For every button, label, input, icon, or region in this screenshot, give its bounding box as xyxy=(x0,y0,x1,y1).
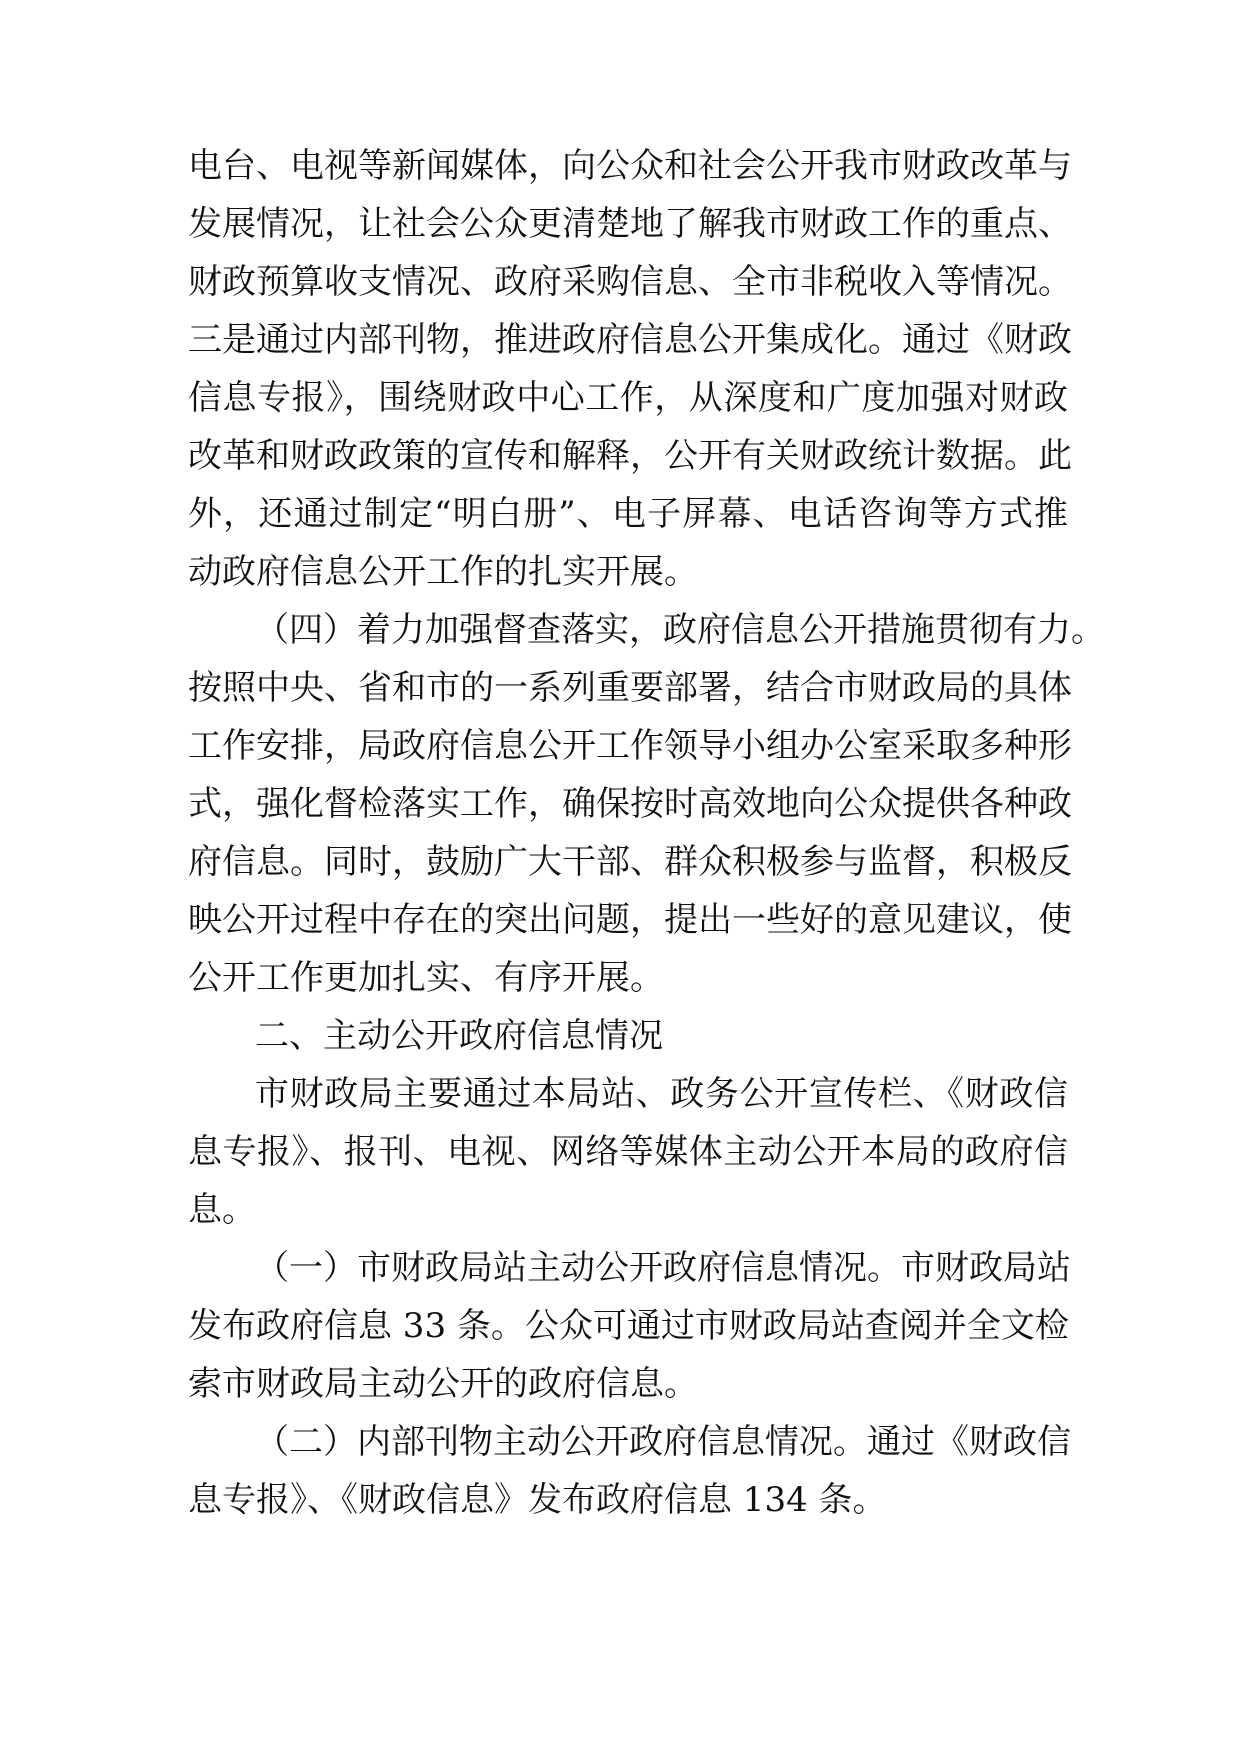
paragraph-line: 按照中央、省和市的一系列重要部署，结合市财政局的具体 xyxy=(188,668,1072,708)
paragraph-line: 三是通过内部刊物，推进政府信息公开集成化。通过《财政 xyxy=(188,320,1072,360)
paragraph-line: 市财政局主要通过本局站、政务公开宣传栏、《财政信 xyxy=(255,1074,1068,1114)
paragraph-line: 息。 xyxy=(188,1190,256,1230)
paragraph-line: 映公开过程中存在的突出问题，提出一些好的意见建议，使 xyxy=(188,900,1072,940)
paragraph-line: 工作安排，局政府信息公开工作领导小组办公室采取多种形 xyxy=(188,726,1072,766)
subsection-2: （二）内部刊物主动公开政府信息情况。通过《财政信 xyxy=(255,1422,1071,1462)
paragraph-line: 府信息。同时，鼓励广大干部、群众积极参与监督，积极反 xyxy=(188,842,1072,882)
paragraph-line: 信息专报》，围绕财政中心工作，从深度和广度加强对财政 xyxy=(188,378,1068,418)
paragraph-line: 索市财政局主动公开的政府信息。 xyxy=(188,1364,698,1404)
paragraph-line: 式，强化督检落实工作，确保按时高效地向公众提供各种政 xyxy=(188,784,1072,824)
paragraph-line: 财政预算收支情况、政府采购信息、全市非税收入等情况。 xyxy=(188,262,1072,302)
paragraph-line: 息专报》、报刊、电视、网络等媒体主动公开本局的政府信 xyxy=(188,1132,1068,1172)
section-heading-2: 二、主动公开政府信息情况 xyxy=(255,1016,663,1056)
paragraph-line: 外，还通过制定“明白册”、电子屏幕、电话咨询等方式推 xyxy=(188,494,1068,534)
paragraph-line: 发布政府信息 33 条。公众可通过市财政局站查阅并全文检 xyxy=(188,1306,1069,1346)
paragraph-line: 公开工作更加扎实、有序开展。 xyxy=(188,958,664,998)
paragraph-line: 息专报》、《财政信息》发布政府信息 134 条。 xyxy=(188,1480,887,1520)
paragraph-line: 动政府信息公开工作的扎实开展。 xyxy=(188,552,698,592)
paragraph-line: 改革和财政政策的宣传和解释，公开有关财政统计数据。此 xyxy=(188,436,1072,476)
subsection-1: （一）市财政局站主动公开政府信息情况。市财政局站 xyxy=(255,1248,1071,1288)
section-heading-4: （四）着力加强督查落实，政府信息公开措施贯彻有力。 xyxy=(255,610,1105,650)
paragraph-line: 发展情况，让社会公众更清楚地了解我市财政工作的重点、 xyxy=(188,204,1072,244)
paragraph-line: 电台、电视等新闻媒体，向公众和社会公开我市财政改革与 xyxy=(188,146,1072,186)
